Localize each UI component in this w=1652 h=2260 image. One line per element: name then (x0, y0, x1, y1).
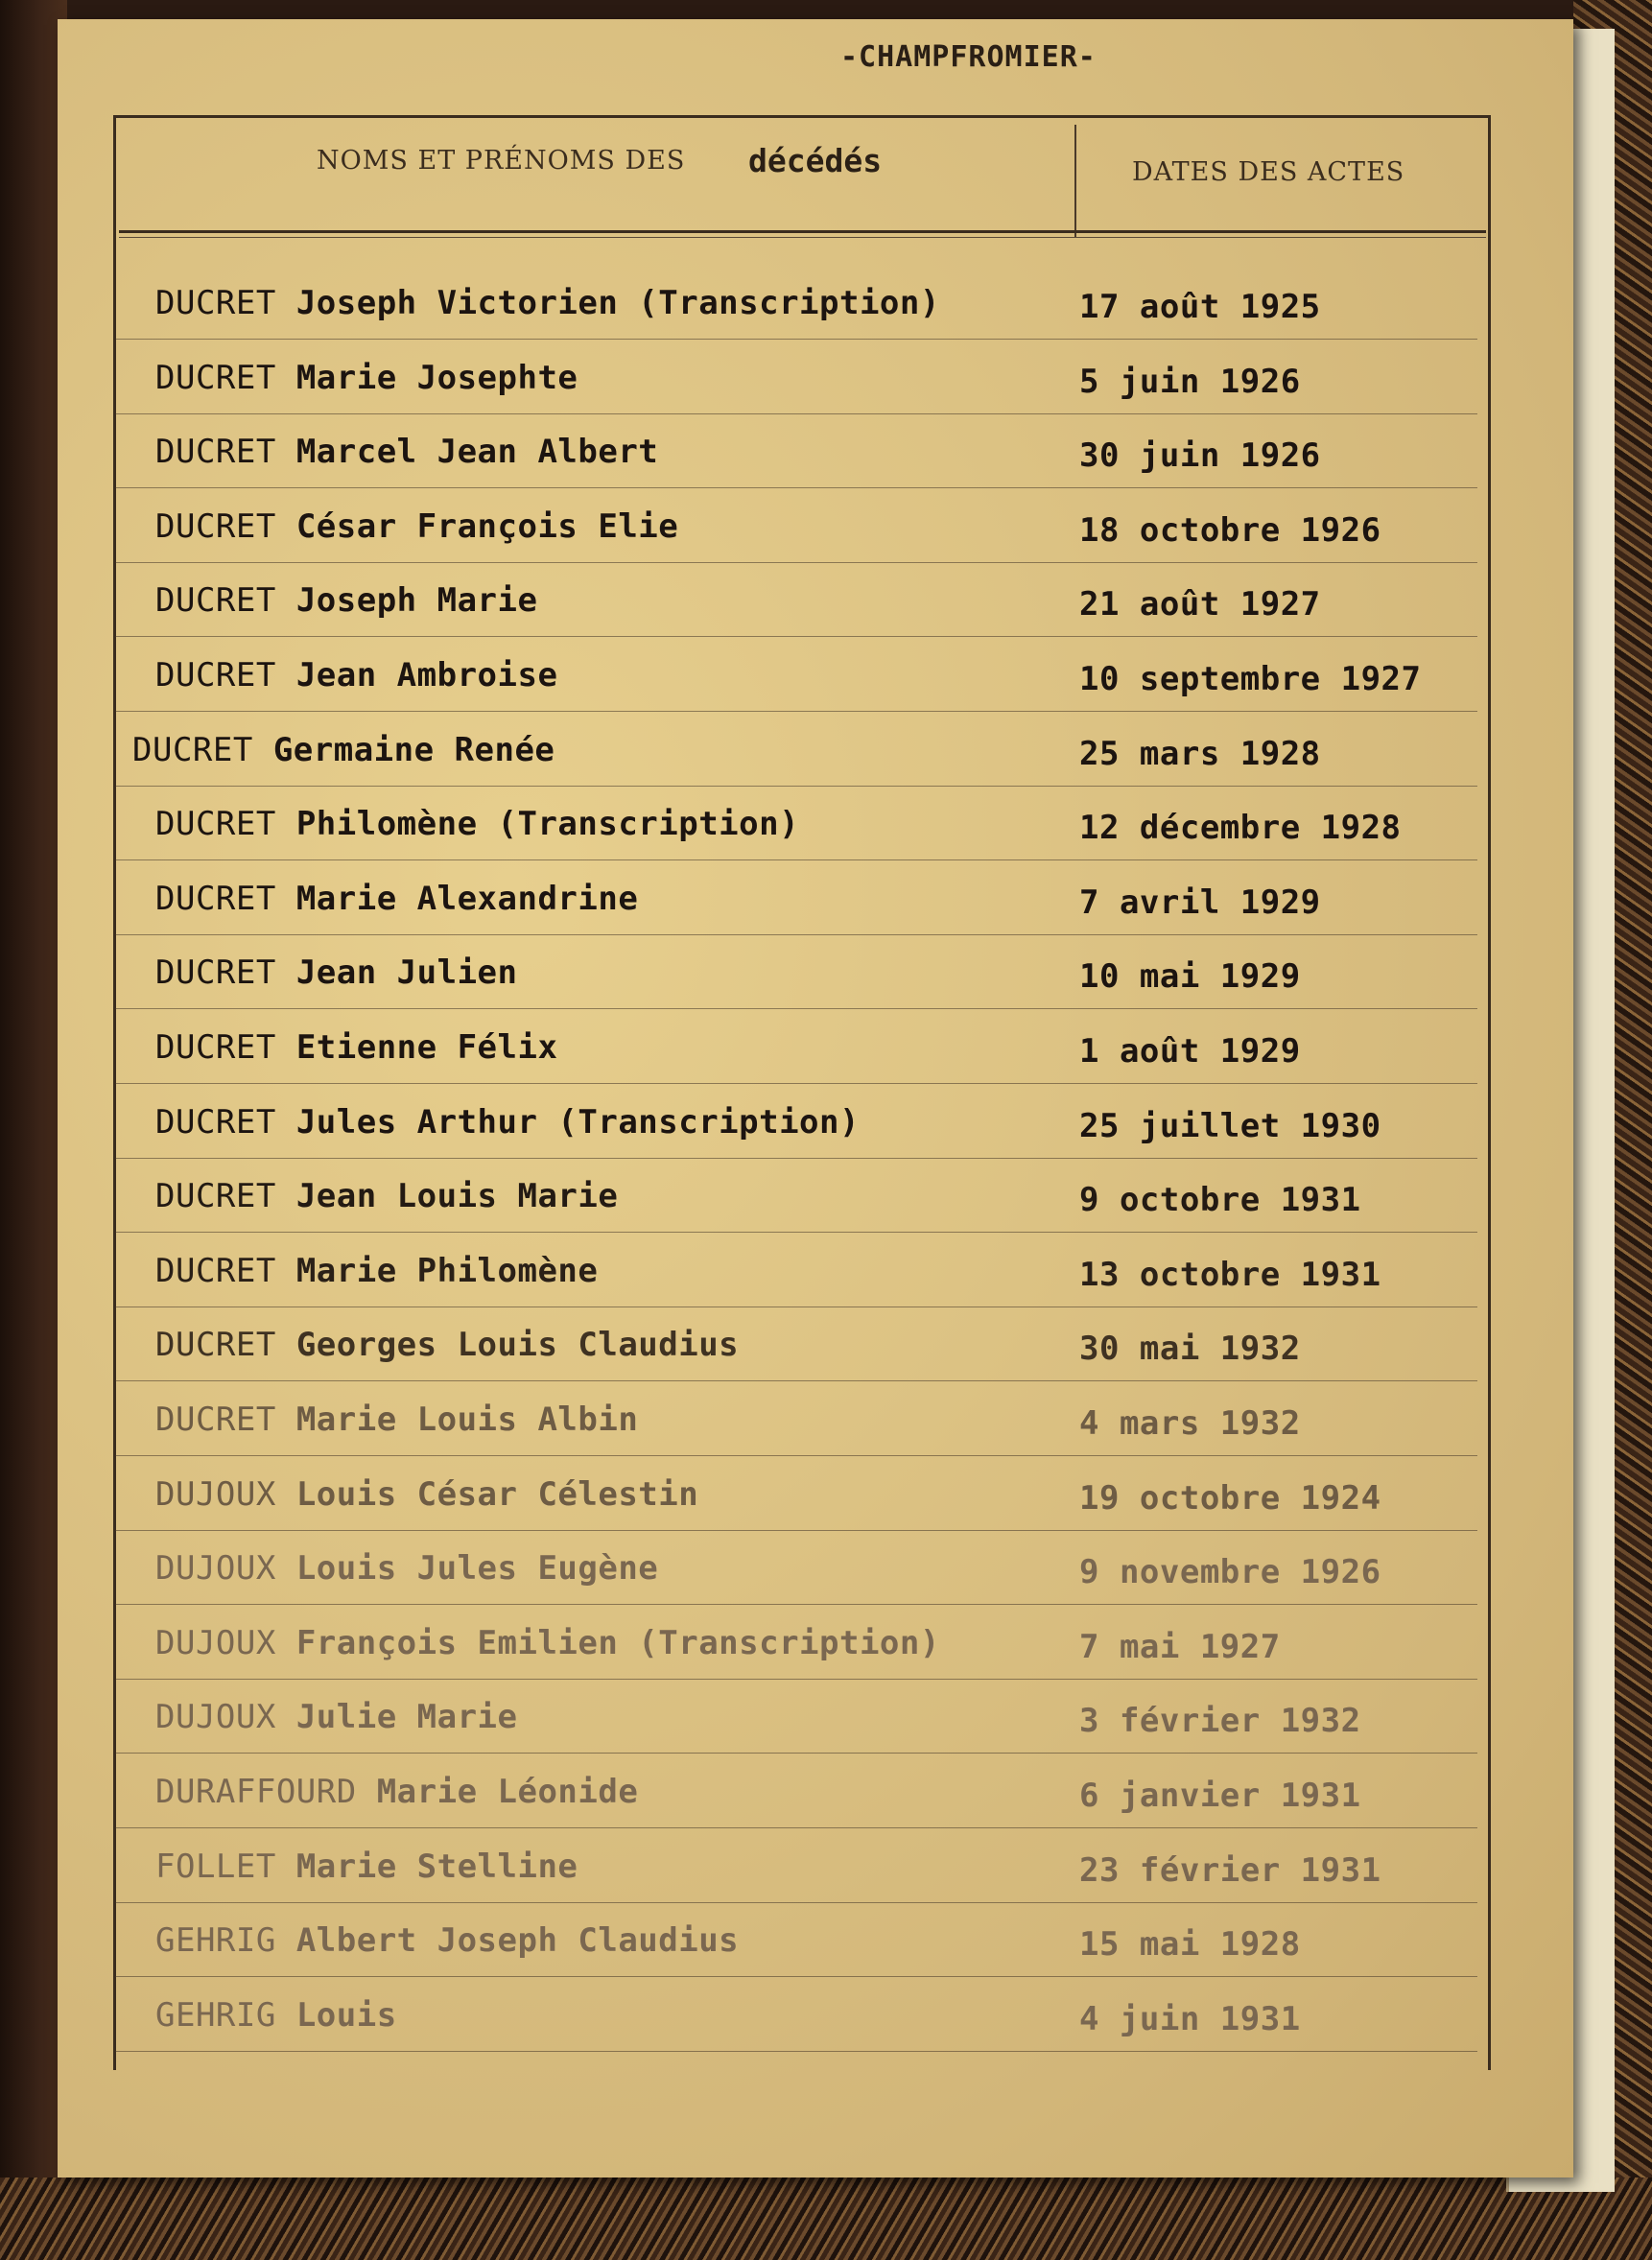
row-rule (115, 1083, 1477, 1084)
act-date: 1 août 1929 (1079, 1032, 1301, 1071)
deceased-name (155, 1252, 598, 1290)
act-date: 4 mars 1932 (1079, 1404, 1301, 1443)
deceased-name (155, 284, 940, 322)
register-row (115, 862, 1477, 935)
act-date: 15 mai 1928 (1079, 1925, 1301, 1964)
deceased-name (155, 1028, 557, 1067)
given-names: Jean Ambroise (295, 656, 558, 694)
act-date: 12 décembre 1928 (1079, 809, 1402, 847)
given-names: Jules Arthur (Transcription) (295, 1103, 860, 1142)
surname: DUCRET (155, 953, 276, 992)
surname: DUCRET (155, 805, 276, 843)
document-title: -CHAMPFROMIER- (840, 40, 1097, 74)
row-rule (115, 711, 1477, 712)
row-rule (115, 562, 1477, 563)
deceased-name (155, 1848, 578, 1886)
row-rule (115, 859, 1477, 860)
row-rule (115, 2051, 1477, 2052)
deceased-name (155, 1698, 517, 1736)
register-row (115, 1160, 1477, 1233)
register-row (115, 1383, 1477, 1456)
given-names: Marcel Jean Albert (295, 433, 659, 471)
header-rule-secondary (119, 237, 1486, 238)
surname: DUJOUX (155, 1624, 276, 1662)
deceased-name (155, 805, 799, 843)
table-surface-bottom (0, 2178, 1652, 2260)
row-rule (115, 1232, 1477, 1233)
act-date: 7 mai 1927 (1079, 1628, 1281, 1666)
column-header-deceased: décédés (748, 142, 883, 179)
surname: DUCRET (155, 507, 276, 546)
surname: DUCRET (155, 656, 276, 694)
act-date: 23 février 1931 (1079, 1851, 1381, 1890)
deceased-name (155, 1624, 940, 1662)
row-rule (115, 786, 1477, 787)
deceased-name (155, 953, 517, 992)
given-names: Louis (295, 1996, 397, 2035)
act-date: 6 janvier 1931 (1079, 1777, 1361, 1815)
row-rule (115, 1604, 1477, 1605)
register-row (115, 1308, 1477, 1381)
row-rule (115, 1902, 1477, 1903)
act-date: 9 novembre 1926 (1079, 1553, 1381, 1591)
deceased-name (155, 1326, 739, 1364)
register-row (115, 1830, 1477, 1903)
surname: GEHRIG (155, 1996, 276, 2035)
row-rule (115, 1455, 1477, 1456)
surname: DUJOUX (155, 1698, 276, 1736)
given-names: Julie Marie (295, 1698, 518, 1736)
register-row (115, 1086, 1477, 1159)
surname: DUCRET (155, 880, 276, 918)
surname: DUCRET (155, 284, 276, 322)
deceased-name (155, 1401, 638, 1439)
given-names: François Emilien (Transcription) (295, 1624, 940, 1662)
act-date: 25 mars 1928 (1079, 735, 1321, 773)
given-names: Marie Alexandrine (295, 880, 639, 918)
row-rule (115, 413, 1477, 414)
surname: GEHRIG (155, 1921, 276, 1960)
deceased-name (155, 1103, 860, 1142)
given-names: Joseph Marie (295, 581, 538, 620)
act-date: 7 avril 1929 (1079, 883, 1321, 922)
register-row (115, 1607, 1477, 1680)
given-names: Marie Stelline (295, 1848, 578, 1886)
surname: DUCRET (155, 581, 276, 620)
register-row (115, 1011, 1477, 1084)
act-date: 4 juin 1931 (1079, 2000, 1301, 2038)
surname: DUJOUX (155, 1475, 276, 1514)
act-date: 13 octobre 1931 (1079, 1256, 1381, 1294)
given-names: Etienne Félix (295, 1028, 558, 1067)
surname: DUCRET (155, 1252, 276, 1290)
register-row (115, 1755, 1477, 1828)
deceased-name (155, 1996, 397, 2035)
deceased-name (155, 359, 578, 397)
register-row (115, 714, 1477, 787)
act-date: 18 octobre 1926 (1079, 511, 1381, 550)
register-row (115, 1235, 1477, 1307)
column-header-names: NOMS ET PRÉNOMS DES (317, 146, 686, 176)
row-rule (115, 1008, 1477, 1009)
given-names: Albert Joseph Claudius (295, 1921, 740, 1960)
act-date: 17 août 1925 (1079, 288, 1321, 326)
given-names: Jean Julien (295, 953, 518, 992)
given-names: Marie Louis Albin (295, 1401, 639, 1439)
deceased-name (155, 880, 638, 918)
register-row (115, 639, 1477, 712)
given-names: Louis César Célestin (295, 1475, 699, 1514)
given-names: Marie Léonide (376, 1773, 639, 1811)
act-date: 19 octobre 1924 (1079, 1479, 1381, 1518)
given-names: Jean Louis Marie (295, 1177, 619, 1215)
header-column-divider (1074, 125, 1076, 238)
register-row (115, 490, 1477, 563)
deceased-name (155, 1475, 698, 1514)
row-rule (115, 1679, 1477, 1680)
register-row (115, 1458, 1477, 1531)
register-row (115, 1904, 1477, 1977)
row-rule (115, 1827, 1477, 1828)
register-row (115, 267, 1477, 340)
row-rule (115, 636, 1477, 637)
row-rule (115, 487, 1477, 488)
surname: DUCRET (155, 1028, 276, 1067)
given-names: Germaine Renée (272, 731, 555, 769)
register-row (115, 788, 1477, 860)
deceased-name (155, 1773, 638, 1811)
register-row (115, 341, 1477, 414)
register-row (115, 564, 1477, 637)
given-names: Marie Philomène (295, 1252, 599, 1290)
surname: DUJOUX (155, 1549, 276, 1588)
column-header-dates: DATES DES ACTES (1132, 157, 1405, 187)
act-date: 3 février 1932 (1079, 1702, 1361, 1740)
given-names: Philomène (Transcription) (295, 805, 800, 843)
row-rule (115, 1976, 1477, 1977)
surname: FOLLET (155, 1848, 276, 1886)
act-date: 21 août 1927 (1079, 585, 1321, 624)
row-rule (115, 1753, 1477, 1754)
act-date: 10 septembre 1927 (1079, 660, 1422, 698)
header-rule (119, 230, 1486, 233)
act-date: 25 juillet 1930 (1079, 1107, 1381, 1145)
deceased-name (155, 1921, 739, 1960)
surname: DUCRET (155, 433, 276, 471)
register-row (115, 1979, 1477, 2052)
deceased-name (155, 1177, 618, 1215)
act-date: 9 octobre 1931 (1079, 1181, 1361, 1219)
surname: DUCRET (155, 1326, 276, 1364)
given-names: Marie Josephte (295, 359, 578, 397)
act-date: 10 mai 1929 (1079, 957, 1301, 996)
row-rule (115, 339, 1477, 340)
deceased-name (132, 731, 555, 769)
given-names: Joseph Victorien (Transcription) (295, 284, 940, 322)
surname: DURAFFOURD (155, 1773, 357, 1811)
surname: DUCRET (132, 731, 253, 769)
surname: DUCRET (155, 359, 276, 397)
register-row (115, 1681, 1477, 1754)
deceased-name (155, 433, 658, 471)
surname: DUCRET (155, 1401, 276, 1439)
register-row (115, 936, 1477, 1009)
deceased-name (155, 1549, 658, 1588)
act-date: 30 juin 1926 (1079, 436, 1321, 475)
row-rule (115, 1380, 1477, 1381)
act-date: 5 juin 1926 (1079, 363, 1301, 401)
act-date: 30 mai 1932 (1079, 1330, 1301, 1368)
deceased-name (155, 581, 537, 620)
row-rule (115, 1158, 1477, 1159)
given-names: Louis Jules Eugène (295, 1549, 659, 1588)
row-rule (115, 934, 1477, 935)
deceased-name (155, 507, 678, 546)
surname: DUCRET (155, 1103, 276, 1142)
register-row (115, 1532, 1477, 1605)
given-names: Georges Louis Claudius (295, 1326, 740, 1364)
surname: DUCRET (155, 1177, 276, 1215)
deceased-name (155, 656, 557, 694)
register-row (115, 415, 1477, 488)
given-names: César François Elie (295, 507, 679, 546)
row-rule (115, 1530, 1477, 1531)
